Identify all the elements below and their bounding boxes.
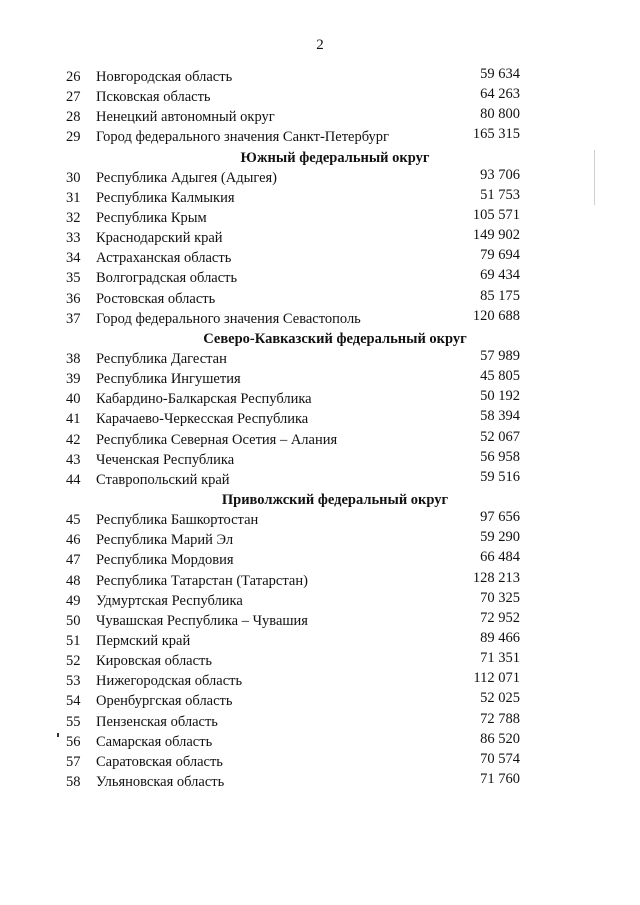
row-number: 34 [66, 250, 81, 267]
row-number: 42 [66, 431, 81, 448]
region-value: 59 290 [480, 529, 520, 546]
row-number: 31 [66, 189, 81, 206]
region-value: 56 958 [480, 448, 520, 465]
region-name: Пермский край [96, 632, 191, 649]
region-value: 165 315 [472, 126, 520, 143]
table-row [0, 550, 640, 570]
row-number: 26 [66, 69, 81, 85]
region-name: Город федерального значения Севастополь [96, 310, 361, 327]
table-row [0, 289, 640, 309]
row-number: 51 [66, 632, 81, 649]
district-heading: Северо-Кавказский федеральный округ [203, 330, 467, 347]
table-row [0, 268, 640, 288]
region-value: 51 753 [480, 186, 520, 203]
row-number: 54 [66, 693, 81, 710]
region-value: 70 574 [480, 750, 520, 767]
region-value: 97 656 [480, 509, 520, 526]
region-value: 80 800 [480, 106, 520, 123]
region-value: 72 952 [480, 609, 520, 626]
table-row [0, 611, 640, 631]
region-name: Пензенская область [96, 713, 218, 730]
region-name: Новгородская область [96, 69, 233, 85]
region-name: Республика Калмыкия [96, 189, 235, 206]
region-name: Республика Дагестан [96, 350, 227, 367]
region-value: 93 706 [480, 166, 520, 183]
region-value: 71 351 [480, 650, 520, 667]
region-name: Чувашская Республика – Чувашия [96, 612, 308, 629]
region-value: 59 634 [480, 66, 520, 82]
region-name: Ростовская область [96, 290, 216, 307]
table-row [0, 671, 640, 691]
table-row [0, 631, 640, 651]
region-value: 79 694 [480, 247, 520, 264]
table-row [0, 248, 640, 268]
region-name: Волгоградская область [96, 270, 238, 287]
region-value: 128 213 [472, 569, 520, 586]
region-value: 58 394 [480, 408, 520, 425]
table-row [0, 67, 640, 87]
region-name: Республика Марий Эл [96, 532, 234, 549]
table-row [0, 309, 640, 329]
row-number: 53 [66, 673, 81, 690]
table-row [0, 228, 640, 248]
row-number: 57 [66, 753, 81, 770]
row-number: 32 [66, 209, 81, 226]
row-number: 36 [66, 290, 81, 307]
row-number: 37 [66, 310, 81, 327]
row-number: 38 [66, 350, 81, 367]
row-number: 30 [66, 169, 81, 186]
row-number: 35 [66, 270, 81, 287]
region-value: 66 484 [480, 549, 520, 566]
region-value: 59 516 [480, 468, 520, 485]
region-name: Республика Адыгея (Адыгея) [96, 169, 278, 186]
row-number: 41 [66, 411, 81, 428]
table-row [0, 188, 640, 208]
region-value: 45 805 [480, 368, 520, 385]
region-value: 71 760 [480, 770, 520, 787]
row-number: 55 [66, 713, 81, 730]
region-name: Удмуртская Республика [96, 592, 243, 609]
table-row [0, 732, 640, 752]
region-name: Карачаево-Черкесская Республика [96, 411, 309, 428]
row-number: 47 [66, 552, 81, 569]
region-name: Республика Мордовия [96, 552, 234, 569]
region-name: Республика Татарстан (Татарстан) [96, 572, 308, 589]
table-row [0, 168, 640, 188]
row-number: 44 [66, 471, 81, 488]
region-value: 69 434 [480, 267, 520, 284]
scan-edge-mark [594, 150, 595, 205]
region-name: Кировская область [96, 653, 213, 670]
region-name: Ненецкий автономный округ [96, 109, 275, 126]
row-number: 43 [66, 451, 81, 468]
region-value: 89 466 [480, 629, 520, 646]
row-number: 46 [66, 532, 81, 549]
region-name: Краснодарский край [96, 230, 223, 247]
table-row [0, 430, 640, 450]
region-name: Ставропольский край [96, 471, 230, 488]
row-number: 50 [66, 612, 81, 629]
region-value: 72 788 [480, 710, 520, 727]
row-number: 56 [66, 733, 81, 750]
table-row [0, 712, 640, 732]
row-number: 52 [66, 653, 81, 670]
table-row [0, 389, 640, 409]
table-row [0, 349, 640, 369]
table-row [0, 127, 640, 147]
region-name: Город федерального значения Санкт-Петербург [96, 129, 390, 146]
region-value: 105 571 [472, 206, 520, 223]
row-number: 28 [66, 109, 81, 126]
row-number: 33 [66, 230, 81, 247]
region-name: Чеченская Республика [96, 451, 235, 468]
table-row [0, 208, 640, 228]
region-value: 70 325 [480, 589, 520, 606]
table-row [0, 752, 640, 772]
region-value: 120 688 [472, 307, 520, 324]
table-row [0, 470, 640, 490]
table-row [0, 651, 640, 671]
region-name: Республика Северная Осетия – Алания [96, 431, 338, 448]
row-number: 27 [66, 89, 81, 106]
region-value: 50 192 [480, 388, 520, 405]
row-number: 39 [66, 371, 81, 388]
table-row [0, 691, 640, 711]
region-name: Псковская область [96, 89, 211, 106]
region-value: 57 989 [480, 347, 520, 364]
table-row [0, 571, 640, 591]
row-number: 45 [66, 512, 81, 529]
region-value: 64 263 [480, 86, 520, 103]
row-number: 40 [66, 391, 81, 408]
region-name: Республика Ингушетия [96, 371, 241, 388]
district-heading: Южный федеральный округ [240, 149, 430, 166]
region-value: 85 175 [480, 287, 520, 304]
region-table [0, 67, 640, 792]
table-row [0, 369, 640, 389]
region-name: Саратовская область [96, 753, 223, 770]
region-value: 86 520 [480, 730, 520, 747]
region-name: Кабардино-Балкарская Республика [96, 391, 312, 408]
region-name: Оренбургская область [96, 693, 233, 710]
region-value: 52 067 [480, 428, 520, 445]
region-name: Ульяновская область [96, 773, 225, 790]
table-row [0, 409, 640, 429]
table-row [0, 510, 640, 530]
table-row [0, 530, 640, 550]
region-value: 149 902 [472, 227, 520, 244]
table-row [0, 107, 640, 127]
region-name: Астраханская область [96, 250, 232, 267]
table-row [0, 450, 640, 470]
region-value: 112 071 [473, 670, 520, 687]
row-number: 48 [66, 572, 81, 589]
row-number: 29 [66, 129, 81, 146]
region-name: Самарская область [96, 733, 213, 750]
page-number: 2 [316, 37, 324, 53]
row-number: 49 [66, 592, 81, 609]
table-row [0, 591, 640, 611]
region-value: 52 025 [480, 690, 520, 707]
region-name: Республика Башкортостан [96, 512, 259, 529]
row-number: 58 [66, 773, 81, 790]
district-heading: Приволжский федеральный округ [221, 491, 449, 508]
region-name: Нижегородская область [96, 673, 243, 690]
table-row [0, 87, 640, 107]
table-row [0, 772, 640, 792]
scan-speck [57, 733, 59, 737]
region-name: Республика Крым [96, 209, 207, 226]
